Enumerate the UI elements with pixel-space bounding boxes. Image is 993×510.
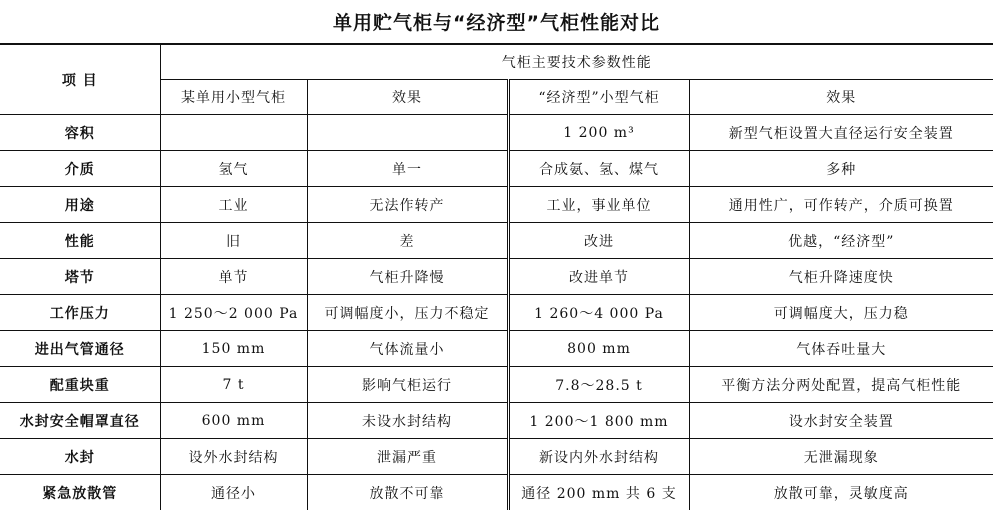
table-row (0, 295, 993, 331)
single-effect-cell: 未设水封结构 (307, 403, 508, 439)
single-value-cell: 1 250～2 000 Pa (160, 295, 307, 331)
single-value-cell: 单节 (160, 259, 307, 295)
economy-effect-cell: 气柜升降速度快 (689, 259, 993, 295)
economy-value-cell: 改进 (508, 223, 689, 259)
single-effect-cell: 气柜升降慢 (307, 259, 508, 295)
table-row (0, 367, 993, 403)
table-row (0, 187, 993, 223)
economy-effect-cell: 设水封安全装置 (689, 403, 993, 439)
single-effect-cell: 气体流量小 (307, 331, 508, 367)
single-effect-cell: 影响气柜运行 (307, 367, 508, 403)
economy-value-cell: 1 200～1 800 mm (508, 403, 689, 439)
economy-value-cell: 1 260～4 000 Pa (508, 295, 689, 331)
economy-effect-cell: 放散可靠，灵敏度高 (689, 475, 993, 510)
header-economy-gas-holder: “经济型”小型气柜 (508, 80, 689, 115)
table-row (0, 475, 993, 510)
comparison-table (0, 43, 993, 510)
row-item-cell: 用途 (0, 187, 160, 223)
economy-value-cell: 1 200 m³ (508, 115, 689, 151)
header-single-effect: 效果 (307, 80, 508, 115)
header-economy-effect: 效果 (689, 80, 993, 115)
economy-value-cell: 改进单节 (508, 259, 689, 295)
single-value-cell: 设外水封结构 (160, 439, 307, 475)
single-effect-cell: 无法作转产 (307, 187, 508, 223)
comparison-table-body (0, 44, 993, 510)
economy-value-cell: 通径 200 mm 共 6 支 (508, 475, 689, 510)
single-effect-cell: 单一 (307, 151, 508, 187)
economy-effect-cell: 新型气柜设置大直径运行安全装置 (689, 115, 993, 151)
table-row (0, 151, 993, 187)
header-single-gas-holder: 某单用小型气柜 (160, 80, 307, 115)
row-item-cell: 水封 (0, 439, 160, 475)
economy-effect-cell: 平衡方法分两处配置，提高气柜性能 (689, 367, 993, 403)
single-value-cell: 600 mm (160, 403, 307, 439)
table-row (0, 439, 993, 475)
row-item-cell: 紧急放散管 (0, 475, 160, 510)
single-value-cell: 工业 (160, 187, 307, 223)
row-item-cell: 配重块重 (0, 367, 160, 403)
row-item-cell: 工作压力 (0, 295, 160, 331)
table-row (0, 331, 993, 367)
row-item-cell: 水封安全帽罩直径 (0, 403, 160, 439)
economy-value-cell: 7.8～28.5 t (508, 367, 689, 403)
table-row (0, 403, 993, 439)
single-value-cell: 7 t (160, 367, 307, 403)
economy-effect-cell: 无泄漏现象 (689, 439, 993, 475)
row-item-cell: 容积 (0, 115, 160, 151)
economy-value-cell: 新设内外水封结构 (508, 439, 689, 475)
single-effect-cell: 差 (307, 223, 508, 259)
economy-effect-cell: 气体吞吐量大 (689, 331, 993, 367)
header-item: 项 目 (0, 44, 160, 115)
table-row (0, 115, 993, 151)
single-value-cell: 通径小 (160, 475, 307, 510)
single-effect-cell (307, 115, 508, 151)
row-item-cell: 性能 (0, 223, 160, 259)
row-item-cell: 塔节 (0, 259, 160, 295)
table-row (0, 223, 993, 259)
economy-effect-cell: 优越，“经济型” (689, 223, 993, 259)
single-effect-cell: 可调幅度小，压力不稳定 (307, 295, 508, 331)
single-effect-cell: 放散不可靠 (307, 475, 508, 510)
row-item-cell: 进出气管通径 (0, 331, 160, 367)
economy-value-cell: 合成氨、氢、煤气 (508, 151, 689, 187)
table-title: 单用贮气柜与“经济型”气柜性能对比 (0, 8, 993, 35)
single-value-cell (160, 115, 307, 151)
economy-value-cell: 工业，事业单位 (508, 187, 689, 223)
single-value-cell: 150 mm (160, 331, 307, 367)
single-value-cell: 旧 (160, 223, 307, 259)
economy-effect-cell: 通用性广，可作转产，介质可换置 (689, 187, 993, 223)
economy-value-cell: 800 mm (508, 331, 689, 367)
header-group: 气柜主要技术参数性能 (160, 44, 993, 80)
table-row (0, 259, 993, 295)
economy-effect-cell: 多种 (689, 151, 993, 187)
single-effect-cell: 泄漏严重 (307, 439, 508, 475)
single-value-cell: 氢气 (160, 151, 307, 187)
economy-effect-cell: 可调幅度大，压力稳 (689, 295, 993, 331)
row-item-cell: 介质 (0, 151, 160, 187)
header-row-group (0, 44, 993, 80)
